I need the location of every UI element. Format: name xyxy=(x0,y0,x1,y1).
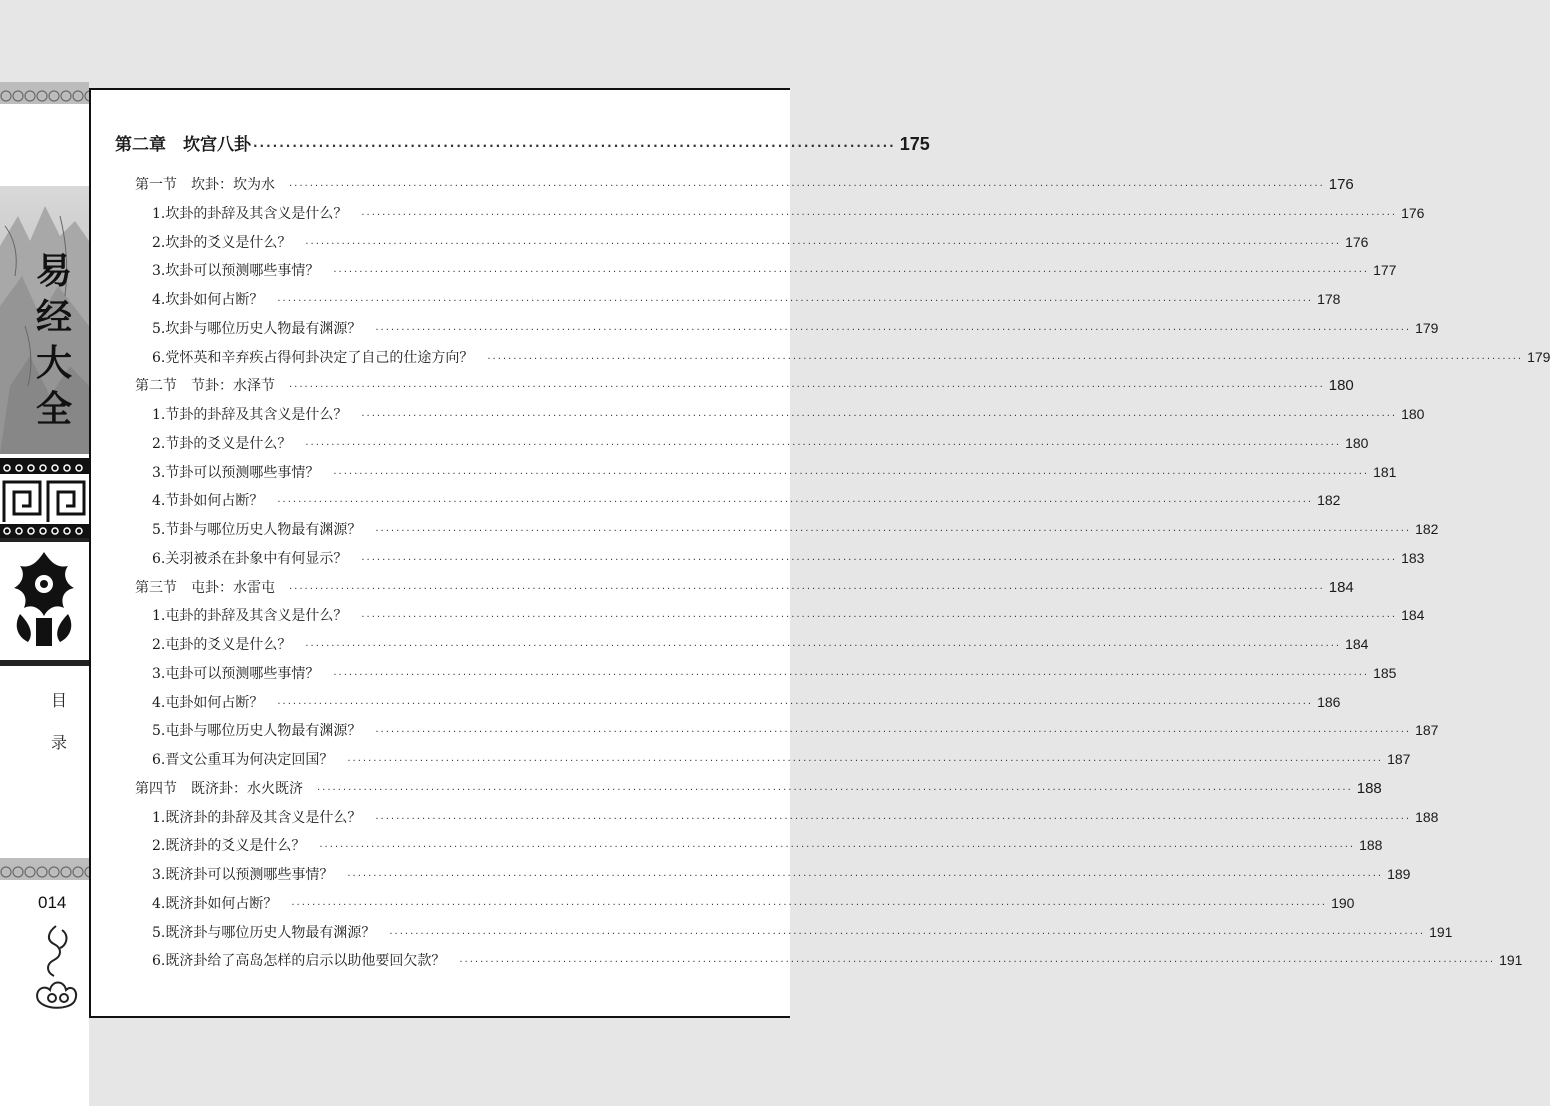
leader-dots: ········································································································································································································ xyxy=(291,899,1328,911)
leader-dots: ········································································································································································································ xyxy=(289,583,1325,595)
leader-dots: ········································································································································································································ xyxy=(317,784,1353,796)
chapter-title: 第二章 坎宫八卦 xyxy=(115,135,251,155)
leader-dots: ········································································································································································································ xyxy=(375,813,1412,825)
entry-page: 184 xyxy=(1401,607,1425,624)
entry-title: 4.坎卦如何占断？ xyxy=(152,292,264,308)
entry-page: 177 xyxy=(1373,262,1397,279)
entry-page: 182 xyxy=(1317,492,1341,509)
leader-dots: ········································································································································································································ xyxy=(333,267,1370,279)
section-title: 第三节 屯卦：水雷屯 xyxy=(135,579,275,596)
leader-dots: ········································································································································································································ xyxy=(361,554,1398,566)
entry-page: 191 xyxy=(1499,952,1523,969)
entry-page: 189 xyxy=(1387,866,1411,882)
toc-entry[interactable] xyxy=(152,203,1425,223)
entry-title: 6.关羽被杀在卦象中有何显示？ xyxy=(152,550,348,567)
leader-dots: ········································································································································································································ xyxy=(277,296,1314,307)
leader-dots: ········································································································································································································ xyxy=(347,756,1384,767)
toc-entry[interactable] xyxy=(152,835,1383,855)
entry-title: 6.晋文公重耳为何决定回国？ xyxy=(152,752,334,768)
toc-label-top: 目 xyxy=(50,691,67,710)
leader-dots: ········································································································································································································ xyxy=(487,353,1524,365)
book-title: 易经大全 xyxy=(35,250,72,430)
toc-entry[interactable] xyxy=(152,605,1425,625)
entry-title: 3.屯卦可以预测哪些事情？ xyxy=(152,665,320,682)
entry-page: 188 xyxy=(1359,837,1383,854)
toc-chapter[interactable] xyxy=(115,130,930,155)
toc-entry[interactable] xyxy=(152,433,1369,453)
toc-entry[interactable] xyxy=(152,404,1425,424)
entry-title: 2.节卦的爻义是什么？ xyxy=(152,435,292,452)
leader-dots: ········································································································································································································ xyxy=(277,698,1314,710)
leader-dots: ········································································································································································································ xyxy=(389,928,1426,940)
leader-dots: ········································································································································································································ xyxy=(305,641,1342,652)
section-page: 180 xyxy=(1328,377,1354,395)
toc-label-bottom: 录 xyxy=(50,733,67,752)
entry-title: 2.屯卦的爻义是什么？ xyxy=(152,637,292,653)
leader-dots: ········································································································································································································ xyxy=(459,957,1496,969)
leader-dots: ········································································································································································································ xyxy=(361,411,1398,422)
meander-border xyxy=(0,458,89,542)
divider xyxy=(0,538,89,542)
section-page: 176 xyxy=(1328,176,1354,193)
entry-title: 5.屯卦与哪位历史人物最有渊源？ xyxy=(152,723,362,740)
leader-dots: ·································································································· xyxy=(253,139,896,153)
leader-dots: ········································································································································································································ xyxy=(319,842,1356,854)
entry-title: 1.屯卦的卦辞及其含义是什么？ xyxy=(152,608,348,625)
entry-page: 179 xyxy=(1527,348,1550,365)
chapter-page: 175 xyxy=(899,134,930,154)
leader-dots: ········································································································································································································ xyxy=(333,468,1370,480)
entry-title: 5.坎卦与哪位历史人物最有渊源？ xyxy=(152,320,362,337)
entry-title: 2.坎卦的爻义是什么？ xyxy=(152,234,292,251)
toc-entry[interactable] xyxy=(152,318,1439,338)
page-number: 014 xyxy=(38,893,67,912)
entry-title: 4.节卦如何占断？ xyxy=(152,493,264,510)
toc-entry[interactable] xyxy=(152,893,1355,913)
entry-title: 4.既济卦如何占断？ xyxy=(152,895,278,912)
entry-page: 182 xyxy=(1415,521,1439,537)
toc-entry[interactable] xyxy=(152,922,1453,942)
toc-section[interactable] xyxy=(135,375,1354,395)
toc-entry[interactable] xyxy=(152,490,1341,510)
entry-title: 6.党怀英和辛弃疾占得何卦决定了自己的仕途方向？ xyxy=(152,349,474,366)
entry-page: 188 xyxy=(1415,808,1439,825)
entry-page: 187 xyxy=(1387,751,1411,767)
entry-title: 4.屯卦如何占断？ xyxy=(152,694,264,711)
section-page: 188 xyxy=(1356,779,1382,797)
toc-entry[interactable] xyxy=(152,260,1397,280)
entry-page: 179 xyxy=(1415,319,1439,336)
entry-title: 3.坎卦可以预测哪些事情？ xyxy=(152,263,320,280)
toc-section[interactable] xyxy=(135,174,1354,194)
entry-page: 184 xyxy=(1345,636,1369,652)
toc-entry[interactable] xyxy=(152,519,1439,539)
entry-page: 178 xyxy=(1317,291,1341,307)
section-title: 第四节 既济卦：水火既济 xyxy=(135,780,303,797)
wave-pattern-top xyxy=(0,82,89,104)
leader-dots: ········································································································································································································ xyxy=(361,612,1398,624)
toc-section[interactable] xyxy=(135,577,1354,597)
entry-page: 180 xyxy=(1401,406,1425,422)
entry-title: 3.既济卦可以预测哪些事情？ xyxy=(152,867,334,883)
toc-entry[interactable] xyxy=(152,289,1341,309)
entry-page: 181 xyxy=(1373,463,1397,480)
entry-page: 191 xyxy=(1429,923,1453,940)
leader-dots: ········································································································································································································ xyxy=(333,669,1370,681)
entry-page: 183 xyxy=(1401,549,1425,566)
toc-entry[interactable] xyxy=(152,548,1425,568)
toc-entry[interactable] xyxy=(152,720,1439,740)
leader-dots: ········································································································································································································ xyxy=(375,324,1412,336)
entry-title: 1.既济卦的卦辞及其含义是什么？ xyxy=(152,809,362,826)
leader-dots: ········································································································································································································ xyxy=(347,871,1384,882)
entry-page: 187 xyxy=(1415,722,1439,739)
toc-entry[interactable] xyxy=(152,634,1369,654)
entry-title: 3.节卦可以预测哪些事情？ xyxy=(152,464,320,481)
leader-dots: ········································································································································································································ xyxy=(289,181,1325,192)
cloud-ornament xyxy=(32,922,80,1018)
section-title: 第二节 节卦：水泽节 xyxy=(135,378,275,395)
entry-page: 176 xyxy=(1345,233,1369,250)
toc-entry[interactable] xyxy=(152,749,1411,769)
toc-entry[interactable] xyxy=(152,807,1439,827)
leader-dots: ········································································································································································································ xyxy=(305,439,1342,451)
entry-title: 1.节卦的卦辞及其含义是什么？ xyxy=(152,407,348,423)
toc-page xyxy=(89,88,1550,1018)
entry-title: 2.既济卦的爻义是什么？ xyxy=(152,838,306,855)
toc-entry[interactable] xyxy=(152,347,1550,367)
entry-title: 5.既济卦与哪位历史人物最有渊源？ xyxy=(152,924,376,941)
wave-pattern-bottom xyxy=(0,858,89,880)
toc-entry[interactable] xyxy=(152,864,1411,884)
entry-page: 185 xyxy=(1373,664,1397,681)
leader-dots: ········································································································································································································ xyxy=(375,526,1412,537)
toc-entry[interactable] xyxy=(152,232,1369,252)
floral-ornament xyxy=(0,544,89,656)
toc-section[interactable] xyxy=(135,778,1382,798)
sidebar xyxy=(0,82,89,1106)
entry-page: 176 xyxy=(1401,204,1425,221)
leader-dots: ········································································································································································································ xyxy=(305,238,1342,250)
leader-dots: ········································································································································································································ xyxy=(375,727,1412,739)
toc-entry[interactable] xyxy=(152,950,1523,970)
leader-dots: ········································································································································································································ xyxy=(361,209,1398,221)
toc-entry[interactable] xyxy=(152,462,1397,482)
leader-dots: ········································································································································································································ xyxy=(289,382,1325,394)
section-title: 第一节 坎卦：坎为水 xyxy=(135,177,275,193)
entry-page: 180 xyxy=(1345,434,1369,451)
leader-dots: ········································································································································································································ xyxy=(277,497,1314,509)
divider xyxy=(0,660,89,666)
toc-entry[interactable] xyxy=(152,692,1341,712)
section-page: 184 xyxy=(1328,578,1354,596)
entry-title: 5.节卦与哪位历史人物最有渊源？ xyxy=(152,522,362,538)
entry-page: 190 xyxy=(1331,894,1355,911)
entry-page: 186 xyxy=(1317,693,1341,710)
toc-entry[interactable] xyxy=(152,663,1397,683)
entry-title: 1.坎卦的卦辞及其含义是什么？ xyxy=(152,205,348,222)
entry-title: 6.既济卦给了高岛怎样的启示以助他要回欠款？ xyxy=(152,953,446,970)
